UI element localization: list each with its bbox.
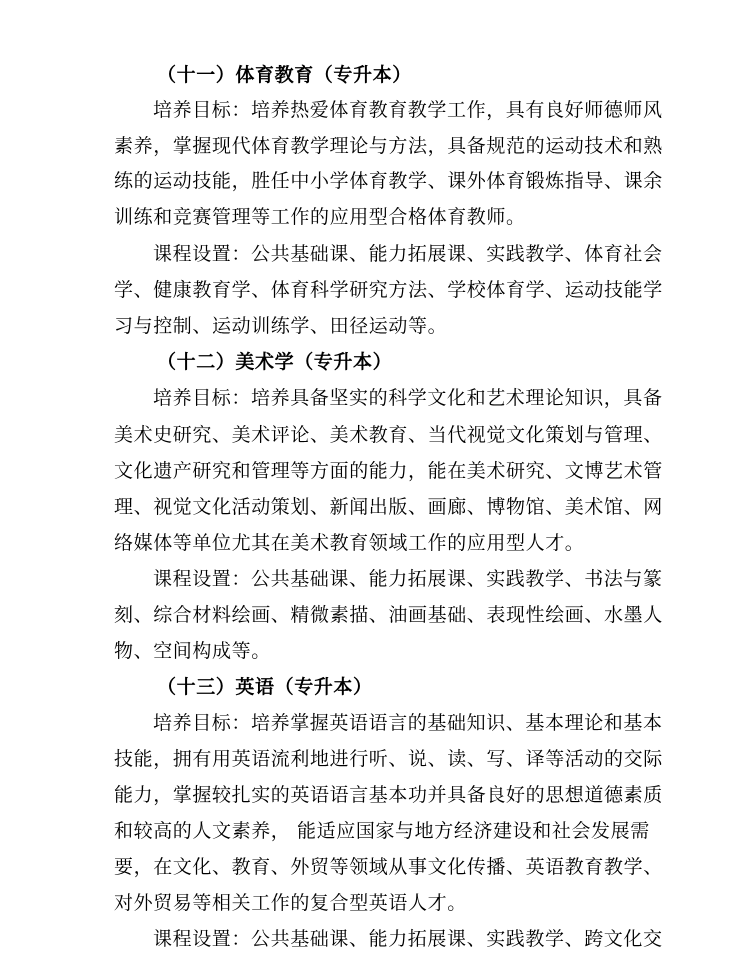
english-goal-line-1: 培养目标：培养掌握英语语言的基础知识、基本理论和基本 [153,712,663,734]
pe-goal-line-3: 练的运动技能，胜任中小学体育教学、课外体育锻炼指导、课余 [114,170,663,192]
section-heading-english: （十三）英语（专升本） [157,676,373,698]
pe-goal-line-2: 素养，掌握现代体育教学理论与方法，具备规范的运动技术和熟 [114,135,663,157]
english-goal-line-4: 和较高的人文素养， 能适应国家与地方经济建设和社会发展需 [114,820,650,842]
arts-course-line-1: 课程设置：公共基础课、能力拓展课、实践教学、书法与篆 [153,568,663,590]
section-heading-pe: （十一）体育教育（专升本） [157,64,412,86]
arts-goal-line-1: 培养目标：培养具备坚实的科学文化和艺术理论知识，具备 [153,387,663,409]
arts-goal-line-4: 理、视觉文化活动策划、新闻出版、画廊、博物馆、美术馆、网 [114,496,663,518]
pe-course-line-3: 习与控制、运动训练学、田径运动等。 [114,315,448,337]
section-heading-fine-arts: （十二）美术学（专升本） [157,351,393,373]
pe-course-line-1: 课程设置：公共基础课、能力拓展课、实践教学、体育社会 [153,243,663,265]
english-course-line-1: 课程设置：公共基础课、能力拓展课、实践教学、跨文化交 [153,928,663,950]
arts-course-line-3: 物、空间构成等。 [114,640,271,662]
english-goal-line-3: 能力，掌握较扎实的英语语言基本功并具备良好的思想道德素质 [114,784,663,806]
english-goal-line-5: 要，在文化、教育、外贸等领域从事文化传播、英语教育教学、 [114,856,663,878]
arts-goal-line-5: 络媒体等单位尤其在美术教育领域工作的应用型人才。 [114,532,585,554]
english-goal-line-2: 技能，拥有用英语流利地进行听、说、读、写、译等活动的交际 [114,748,663,770]
english-goal-line-6: 对外贸易等相关工作的复合型英语人才。 [114,892,467,914]
pe-goal-line-1: 培养目标：培养热爱体育教育教学工作，具有良好师德师风 [153,99,663,121]
pe-course-line-2: 学、健康教育学、体育科学研究方法、学校体育学、运动技能学 [114,279,663,301]
arts-goal-line-3: 文化遗产研究和管理等方面的能力，能在美术研究、文博艺术管 [114,460,663,482]
arts-course-line-2: 刻、综合材料绘画、精微素描、油画基础、表现性绘画、水墨人 [114,604,663,626]
arts-goal-line-2: 美术史研究、美术评论、美术教育、当代视觉文化策划与管理、 [114,424,663,446]
pe-goal-line-4: 训练和竞赛管理等工作的应用型合格体育教师。 [114,206,526,228]
